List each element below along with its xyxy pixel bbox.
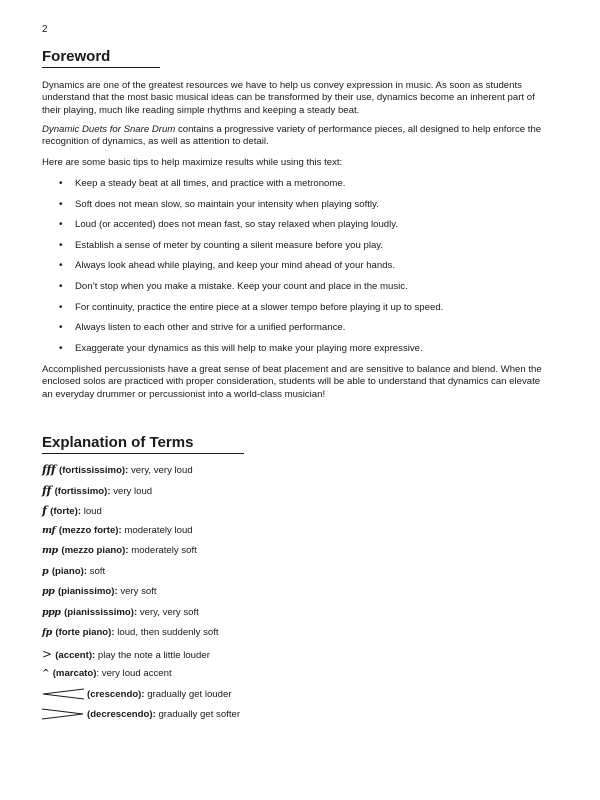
term-definition: : very loud accent: [96, 668, 172, 679]
mf-symbol: mf: [42, 524, 56, 536]
term-definition: very loud: [110, 485, 153, 497]
crescendo-icon: [42, 688, 84, 700]
page-number: 2: [42, 24, 48, 35]
term-row-decrescendo: [42, 708, 240, 729]
term-name: (decrescendo):: [87, 709, 156, 720]
term-row-accent: [42, 647, 240, 668]
book-title: Dynamic Duets for Snare Drum: [42, 124, 176, 135]
ff-symbol: ff: [42, 482, 51, 497]
list-item: • Always look ahead while playing, and keep your mind ahead of your hands.: [42, 260, 443, 281]
term-row-ppp: [42, 606, 240, 627]
term-name: (crescendo):: [87, 688, 145, 700]
pp-symbol: pp: [42, 586, 55, 597]
term-row-pp: [42, 585, 240, 606]
list-item: • For continuity, practice the entire piece at a slower tempo before playing it up to speed.: [42, 302, 443, 323]
term-row-mf: [42, 524, 240, 545]
terms-list: [42, 462, 240, 729]
term-row-fff: [42, 462, 240, 483]
fp-symbol: fp: [42, 627, 52, 638]
term-row-crescendo: [42, 688, 240, 709]
p-symbol: p: [42, 565, 49, 577]
foreword-paragraph-2: [42, 124, 552, 149]
term-definition: play the note a little louder: [95, 649, 210, 661]
term-definition: moderately loud: [121, 524, 193, 536]
foreword-paragraph-2-text: contains a progressive variety of performance pieces, all designed to help enforce the recognition of dynamics, as well as attention to detail.: [42, 124, 542, 148]
marcato-icon: ^: [42, 669, 50, 679]
list-item: • Don’t stop when you make a mistake. Keep your count and place in the music.: [42, 281, 443, 302]
term-definition: gradually get softer: [155, 709, 241, 720]
term-definition: loud, then suddenly soft: [114, 627, 219, 638]
term-name: (pianissimo):: [57, 586, 118, 597]
term-name: (forte piano):: [55, 627, 115, 638]
term-name: (piano):: [51, 565, 87, 577]
term-definition: loud: [81, 506, 102, 517]
terms-heading: Explanation of Terms: [42, 434, 244, 454]
list-item: • Keep a steady beat at all times, and practice with a metronome.: [42, 178, 443, 199]
term-definition: gradually get louder: [144, 688, 232, 700]
term-definition: moderately soft: [128, 545, 197, 556]
term-row-ff: [42, 483, 240, 504]
term-name: (marcato): [52, 668, 97, 679]
term-row-f: [42, 503, 240, 524]
accent-icon: >: [42, 646, 52, 661]
term-row-marcato: [42, 667, 240, 688]
term-name: (mezzo forte):: [58, 524, 122, 536]
term-definition: very, very loud: [128, 465, 193, 476]
list-item: • Always listen to each other and strive for a unified performance.: [42, 322, 443, 343]
foreword-paragraph-1: Dynamics are one of the greatest resources we have to help us convey expression in music. As soon as students understand that the most basic musical ideas can be transformed by their use, dynamics become an inherent part of their playing, much like reading simple rhythms and keeping a steady beat.: [42, 80, 535, 116]
term-name: (forte):: [50, 506, 82, 517]
foreword-paragraph-4: Accomplished percussionists have a great sense of beat placement and are sensitive to balance and blend. When the enclosed solos are practiced with proper consideration, students will be able to understand that dynamics can elevate an everyday drummer or percussionist into a world-class musician!: [42, 364, 542, 400]
list-item: • Exaggerate your dynamics as this will help to make your playing more expressive.: [42, 343, 443, 364]
term-row-p: [42, 565, 240, 586]
fff-symbol: fff: [42, 462, 56, 476]
term-name: (pianississimo):: [64, 606, 138, 618]
list-item: • Establish a sense of meter by counting a silent measure before you play.: [42, 240, 443, 261]
term-definition: very, very soft: [137, 606, 199, 618]
list-item: • Loud (or accented) does not mean fast, so stay relaxed when playing loudly.: [42, 219, 443, 240]
mp-symbol: mp: [42, 545, 58, 556]
ppp-symbol: ppp: [42, 606, 61, 618]
list-item: • Soft does not mean slow, so maintain your intensity when playing softly.: [42, 199, 443, 220]
term-name: (mezzo piano):: [61, 545, 129, 556]
term-name: (accent):: [55, 649, 96, 661]
foreword-heading: Foreword: [42, 48, 160, 68]
term-definition: very soft: [117, 586, 157, 597]
decrescendo-icon: [42, 708, 84, 720]
term-row-fp: [42, 626, 240, 647]
f-symbol: f: [42, 503, 47, 517]
tips-list: [42, 178, 443, 363]
term-definition: soft: [87, 565, 106, 577]
term-name: (fortissimo):: [54, 485, 111, 497]
term-name: (fortississimo):: [59, 465, 129, 476]
foreword-paragraph-3: Here are some basic tips to help maximize results while using this text:: [42, 157, 343, 168]
term-row-mp: [42, 544, 240, 565]
